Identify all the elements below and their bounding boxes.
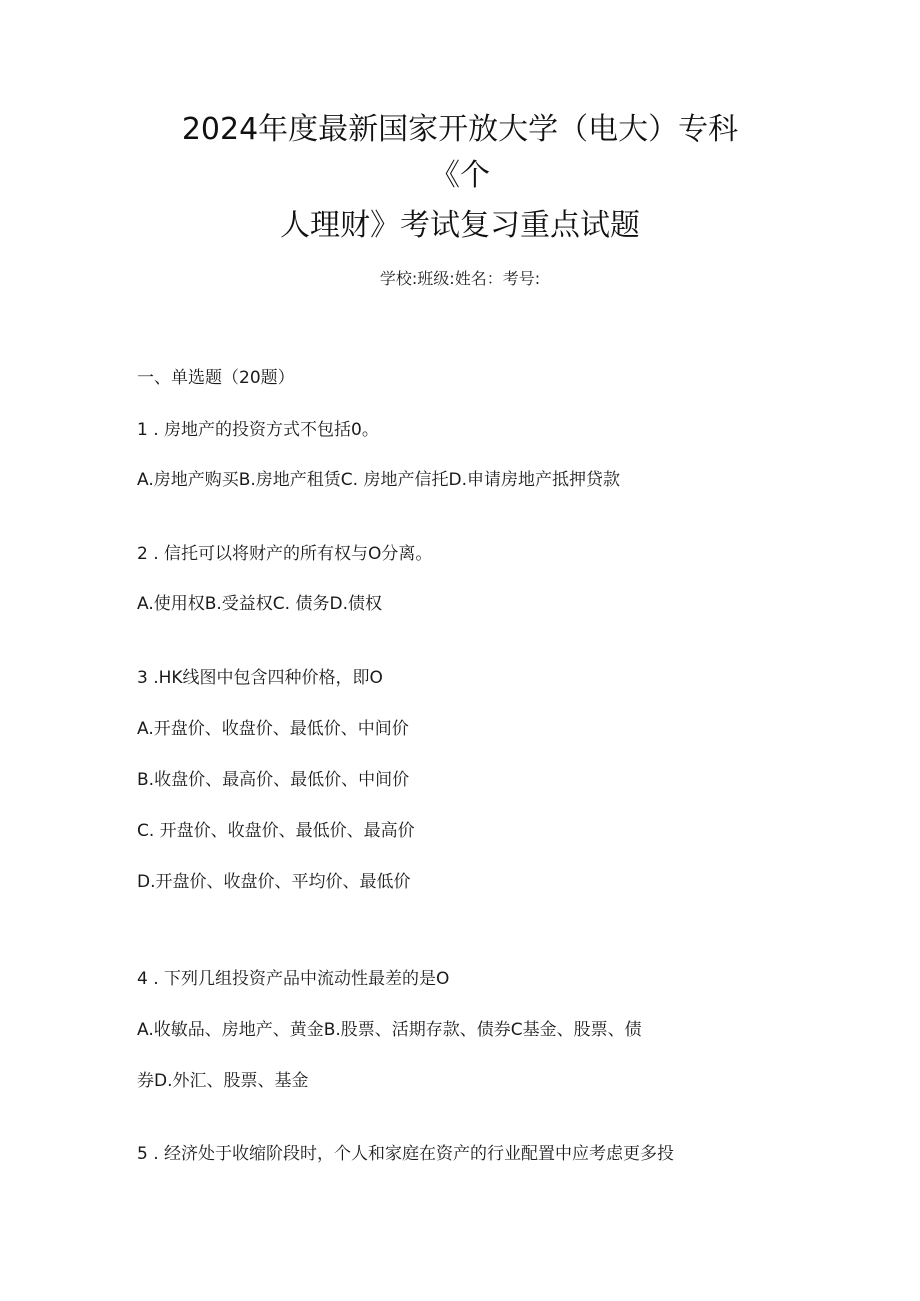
document-title-line-1: 2024年度最新国家开放大学（电大）专科: [181, 112, 739, 147]
question-3-option-b: B.收盘价、最高价、最低价、中间价: [137, 770, 410, 790]
question-2-stem: 2 . 信托可以将财产的所有权与O分离。: [137, 544, 433, 564]
question-1-stem: 1 . 房地产的投资方式不包括0。: [137, 420, 379, 440]
question-3-option-a: A.开盘价、收盘价、最低价、中间价: [137, 719, 409, 739]
question-2-option-line: A.使用权B.受益权C. 债务D.债权: [137, 594, 382, 614]
question-5-stem: 5 . 经济处于收缩阶段时，个人和家庭在资产的行业配置中应考虑更多投: [137, 1144, 675, 1164]
question-3-option-d: D.开盘价、收盘价、平均价、最低价: [137, 872, 411, 892]
question-4-stem: 4 . 下列几组投资产品中流动性最差的是O: [137, 969, 450, 989]
question-3-option-c: C. 开盘价、收盘价、最低价、最高价: [137, 821, 415, 841]
document-title-line-3: 人理财》考试复习重点试题: [280, 208, 640, 243]
section-heading: 一、单选题（20题）: [137, 368, 295, 388]
student-info-line: 学校:班级:姓名：考号:: [379, 269, 541, 288]
document-title-line-2: 《个: [430, 158, 490, 193]
question-4-option-line-2: 券D.外汇、股票、基金: [137, 1071, 309, 1091]
question-3-stem: 3 .HK线图中包含四种价格，即O: [137, 668, 383, 688]
question-1-option-line: A.房地产购买B.房地产租赁C. 房地产信托D.申请房地产抵押贷款: [137, 470, 620, 490]
question-4-option-line-1: A.收敏品、房地产、黄金B.股票、活期存款、债券C基金、股票、债: [137, 1020, 642, 1040]
